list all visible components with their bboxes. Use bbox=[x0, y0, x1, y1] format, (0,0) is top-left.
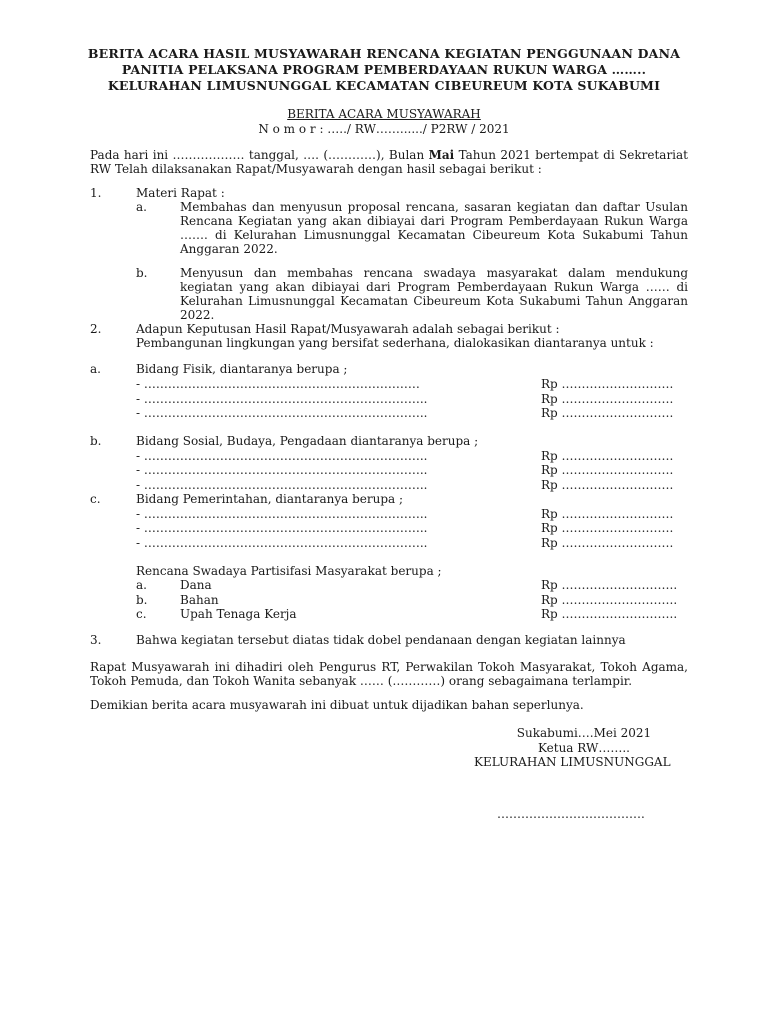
signature-name-line: ………………………………. bbox=[497, 807, 645, 821]
closing-sentence: Demikian berita acara musyawarah ini dibuat untuk dijadikan bahan seperlunya. bbox=[90, 698, 584, 712]
swadaya-b-rp: Rp ……………………….. bbox=[541, 593, 678, 607]
bidang-b-row-1-rp: Rp ………………………. bbox=[541, 449, 674, 463]
bidang-c-row-2-dots: - …………………………………………………………….. bbox=[136, 521, 428, 535]
intro-text-part1: Pada hari ini ……………… tanggal, …. (…………), Bulan bbox=[90, 148, 429, 162]
header-line-2: PANITIA PELAKSANA PROGRAM PEMBERDAYAAN RUKUN WARGA …….. bbox=[121, 62, 647, 77]
bidang-a-title: Bidang Fisik, diantaranya berupa ; bbox=[136, 362, 348, 376]
swadaya-c-label: Upah Tenaga Kerja bbox=[180, 607, 297, 621]
bidang-a-row-2-rp: Rp ………………………. bbox=[541, 392, 674, 406]
item-3-number: 3. bbox=[90, 633, 102, 647]
signature-place-date: Sukabumi….Mei 2021 bbox=[516, 726, 652, 740]
bidang-b-row-3-rp: Rp ………………………. bbox=[541, 478, 674, 492]
bidang-b-title: Bidang Sosial, Budaya, Pengadaan diantaranya berupa ; bbox=[136, 434, 479, 448]
bidang-b-row-2-rp: Rp ………………………. bbox=[541, 463, 674, 477]
signature-role: Ketua RW…….. bbox=[538, 741, 630, 755]
intro-month: Mai bbox=[428, 148, 455, 162]
bidang-b-row-3-dots: - …………………………………………………………….. bbox=[136, 478, 428, 492]
swadaya-b-label: Bahan bbox=[180, 593, 219, 607]
bidang-c-row-3-dots: - …………………………………………………………….. bbox=[136, 536, 428, 550]
bidang-a-row-1-dots: - …………………………………………………………… bbox=[136, 377, 420, 391]
document-number: N o m o r : …../ RW……....../ P2RW / 2021 bbox=[258, 122, 510, 136]
bidang-c-row-3-rp: Rp ………………………. bbox=[541, 536, 674, 550]
item-1b-text: Menyusun dan membahas rencana swadaya masyarakat dalam mendukung kegiatan yang akan dibiayai dari Program Pemberdayaan Rukun Warga …… di Kelurahan Limusnunggal Kecamatan Cibeureum Kota Sukabumi Tahun Anggaran 2022. bbox=[180, 266, 688, 322]
header-line-1: BERITA ACARA HASIL MUSYAWARAH RENCANA KEGIATAN PENGGUNAAN DANA bbox=[87, 46, 681, 61]
swadaya-a-letter: a. bbox=[136, 578, 147, 592]
item-2-number: 2. bbox=[90, 322, 102, 336]
item-1a-text: Membahas dan menyusun proposal rencana, sasaran kegiatan dan daftar Usulan Rencana Kegiatan yang akan dibiayai dari Program Pemberdayaan Rukun Warga ……. di Kelurahan Limusnunggal Kecamatan Cibeureum Kota Sukabumi Tahun Anggaran 2022. bbox=[180, 200, 688, 256]
bidang-b-letter: b. bbox=[90, 434, 102, 448]
swadaya-c-letter: c. bbox=[136, 607, 147, 621]
item-2-line-2: Pembangunan lingkungan yang bersifat sederhana, dialokasikan diantaranya untuk : bbox=[136, 336, 654, 350]
bidang-a-row-2-dots: - …………………………………………………………….. bbox=[136, 392, 428, 406]
item-1-number: 1. bbox=[90, 186, 102, 200]
bidang-a-row-1-rp: Rp ………………………. bbox=[541, 377, 674, 391]
intro-text-part2: Tahun 2021 bertempat di Sekretariat RW Telah dilaksanakan Rapat/Musyawarah dengan hasil sebagai berikut : bbox=[90, 148, 688, 176]
intro-paragraph bbox=[90, 148, 688, 176]
bidang-a-row-3-rp: Rp ………………………. bbox=[541, 406, 674, 420]
bidang-c-letter: c. bbox=[90, 492, 101, 506]
bidang-c-title: Bidang Pemerintahan, diantaranya berupa ; bbox=[136, 492, 404, 506]
bidang-c-row-1-dots: - …………………………………………………………….. bbox=[136, 507, 428, 521]
item-3-text: Bahwa kegiatan tersebut diatas tidak dobel pendanaan dengan kegiatan lainnya bbox=[136, 633, 626, 647]
bidang-a-letter: a. bbox=[90, 362, 101, 376]
attendance-paragraph: Rapat Musyawarah ini dihadiri oleh Pengurus RT, Perwakilan Tokoh Masyarakat, Tokoh Agama, Tokoh Pemuda, dan Tokoh Wanita sebanyak …… (…………) orang sebagaimana terlampir. bbox=[90, 660, 688, 688]
swadaya-a-rp: Rp ……………………….. bbox=[541, 578, 678, 592]
swadaya-a-label: Dana bbox=[180, 578, 212, 592]
document-title: BERITA ACARA MUSYAWARAH bbox=[287, 107, 481, 121]
bidang-c-row-2-rp: Rp ………………………. bbox=[541, 521, 674, 535]
signature-organization: KELURAHAN LIMUSNUNGGAL bbox=[474, 755, 671, 769]
item-1b-letter: b. bbox=[136, 266, 148, 280]
bidang-c-row-1-rp: Rp ………………………. bbox=[541, 507, 674, 521]
bidang-b-row-2-dots: - …………………………………………………………….. bbox=[136, 463, 428, 477]
swadaya-title: Rencana Swadaya Partisifasi Masyarakat berupa ; bbox=[136, 564, 442, 578]
item-2-line-1: Adapun Keputusan Hasil Rapat/Musyawarah adalah sebagai berikut : bbox=[136, 322, 560, 336]
item-1a-letter: a. bbox=[136, 200, 147, 214]
item-1-label: Materi Rapat : bbox=[136, 186, 225, 200]
swadaya-c-rp: Rp ……………………….. bbox=[541, 607, 678, 621]
bidang-a-row-3-dots: - …………………………………………………………….. bbox=[136, 406, 428, 420]
header-line-3: KELURAHAN LIMUSNUNGGAL KECAMATAN CIBEUREUM KOTA SUKABUMI bbox=[107, 78, 661, 93]
swadaya-b-letter: b. bbox=[136, 593, 148, 607]
bidang-b-row-1-dots: - …………………………………………………………….. bbox=[136, 449, 428, 463]
